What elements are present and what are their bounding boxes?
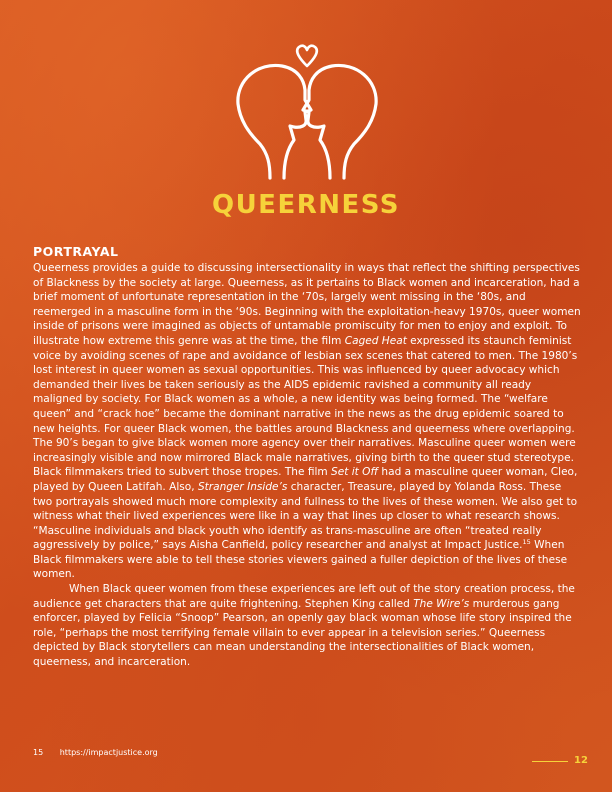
page-number: 12 <box>574 755 588 766</box>
text-run: Queerness provides a guide to discussing intersectionality in ways that reflect the shifting perspectives of Blackness by the society at large. Queerness, as it pertains to Black women and incarceration, had a brief moment of unfortunate representation in the ‘70s, largely went missing in the ‘80s, and reemerged in a masculine form in the ‘90s. Beginning with the exploitation-heavy 1970s, queer women inside of prisons were imagined as objects of untamable promiscuity for men to enjoy and exploit. To illustrate how extreme this genre was at the time, the film <box>33 262 581 347</box>
text-run: expressed its staunch feminist voice by avoiding scenes of rape and avoidance of lesbian sex scenes that catered to men. The 1980’s lost interest in queer women as sexual opportunities. This was influenced by queer advocacy which demanded their lives be taken seriously as the AIDS epidemic ravished a community all ready maligned by society. For Black women as a whole, a new identity was being formed. The “welfare queen” and “crack hoe” became the dominant narrative in the news as the drug epidemic soared to new heights. For queer Black women, the battles around Blackness and queerness where overlapping. The 90’s began to give black women more agency over their narratives. Masculine queer women were increasingly visible and now mirrored Black male narratives, giving birth to the queer stud stereotype. Black filmmakers tried to subvert those tropes. The film <box>33 334 578 479</box>
italic-title: Caged Heat <box>344 334 407 347</box>
text-run: When Black queer women from these experiences are left out of the story creation process, the audience get characters that are quite frightening. Stephen King called <box>33 583 575 610</box>
italic-title: Set it Off <box>331 466 379 479</box>
page-title: QUEERNESS <box>211 190 401 220</box>
two-faces-heart-icon <box>212 40 402 180</box>
footnote <box>33 748 158 757</box>
text-run: had a masculine queer woman, Cleo, played by Queen Latifah. Also, <box>33 466 578 493</box>
body-text <box>33 261 581 670</box>
footnote-ref: 15 <box>522 538 531 547</box>
italic-title: Stranger Inside’s <box>197 480 288 493</box>
text-run: character, Treasure, played by Yolanda Ross. These two portrayals showed much more complexity and fullness to the lives of these women. We also get to witness what their lived experiences were like in a way that lines up closer to what research shows. “Masculine individuals and black youth who identify as trans-masculine are often “treated really aggressively by police,” says Aisha Canfield, policy researcher and analyst at Impact Justice. <box>33 480 578 552</box>
text-run: When Black filmmakers were able to tell these stories viewers gained a fuller depiction of the lives of these women. <box>33 539 568 581</box>
section-heading: PORTRAYAL <box>33 244 119 259</box>
footer-divider <box>532 761 568 762</box>
text-run: murderous gang enforcer, played by Felicia “Snoop” Pearson, an openly gay black woman whose life story inspired the role, “perhaps the most terrifying female villain to ever appear in a television series.” Queerness depicted by Black storytellers can mean understanding the intersectionalities of Black women, queerness, and incarceration. <box>33 597 572 669</box>
paragraph <box>33 582 581 670</box>
footnote-number: 15 <box>33 748 44 757</box>
paragraph <box>33 261 581 582</box>
footnote-link[interactable]: https://impactjustice.org <box>59 748 158 757</box>
italic-title: The Wire’s <box>413 597 470 610</box>
